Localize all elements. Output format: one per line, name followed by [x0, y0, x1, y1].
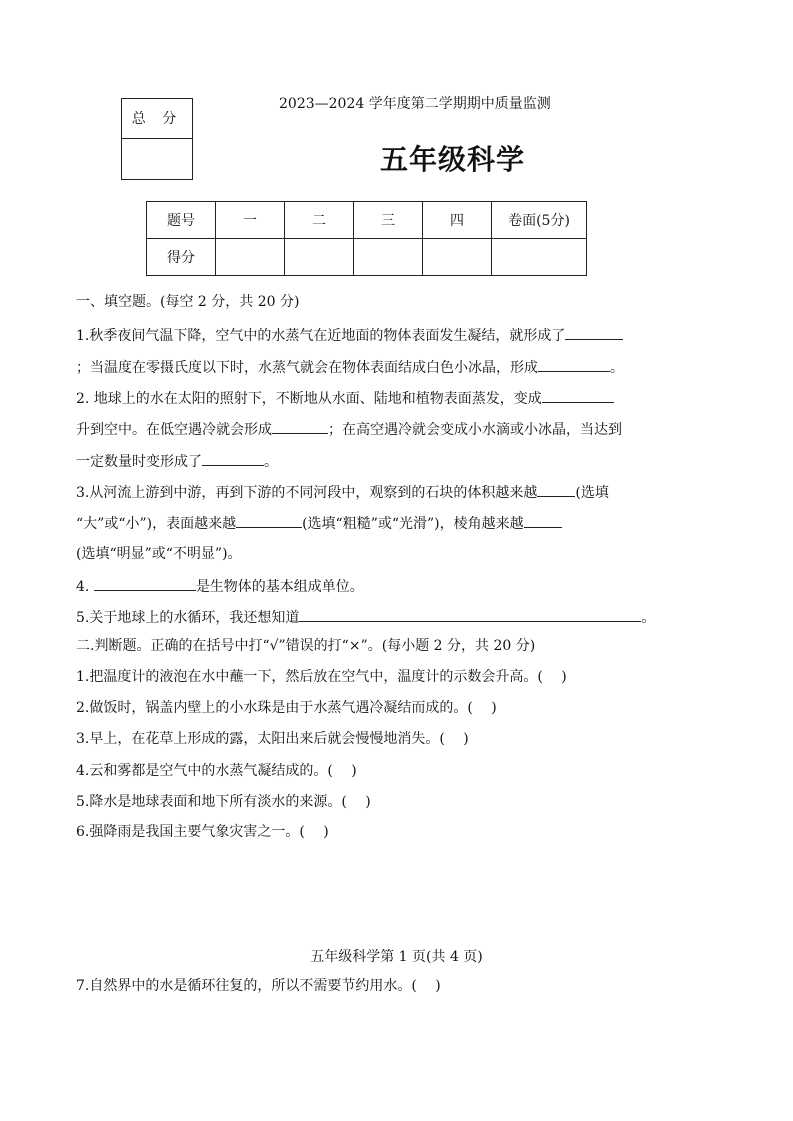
q3-blank-1[interactable] — [537, 482, 575, 497]
score-cell-col1: 一 — [216, 202, 285, 239]
q4-blank[interactable] — [94, 576, 196, 591]
q2-blank-1[interactable] — [542, 388, 614, 403]
q2-line3 — [76, 451, 278, 471]
q5-end: 。 — [641, 610, 656, 626]
judge-item-5[interactable]: 5.降水是地球表面和地下所有淡水的来源。( ) — [76, 794, 371, 810]
score-cell-col5: 卷面(5分) — [492, 202, 587, 239]
q5-blank[interactable] — [299, 607, 641, 622]
q3-text-a: 3.从河流上游到中游，再到下游的不同河段中，观察到的石块的体积越来越 — [76, 485, 538, 501]
judge-item-6[interactable]: 6.强降雨是我国主要气象灾害之一。( ) — [76, 824, 329, 840]
q1-text-b: ；当温度在零摄氏度以下时，水蒸气就会在物体表面结成白色小冰晶，形成 — [76, 360, 538, 376]
q1-end: 。 — [610, 360, 624, 376]
section1-heading: 一、填空题。(每空 2 分，共 20 分) — [76, 294, 300, 310]
judge-item-2[interactable]: 2.做饭时，锅盖内壁上的小水珠是由于水蒸气遇冷凝结而成的。( ) — [76, 700, 497, 716]
q2-blank-2[interactable] — [272, 419, 328, 434]
q5-line — [76, 607, 655, 627]
section2-heading: 二.判断题。正确的在括号中打“√”错误的打“×”。(每小题 2 分，共 20 分) — [76, 638, 536, 654]
score-input-5[interactable] — [492, 239, 587, 276]
q2-text-b2: ；在高空遇冷就会变成小水滴或小冰晶，当达到 — [328, 422, 622, 438]
score-input-1[interactable] — [216, 239, 285, 276]
score-cell-col2: 二 — [285, 202, 354, 239]
page-title: 五年级科学 — [380, 143, 526, 176]
judge-item-4[interactable]: 4.云和雾都是空气中的水蒸气凝结成的。( ) — [76, 763, 357, 779]
score-table-score-row — [147, 239, 587, 276]
total-score-box — [121, 98, 193, 180]
judge-item-3[interactable]: 3.早上，在花草上形成的露，太阳出来后就会慢慢地消失。( ) — [76, 731, 469, 747]
score-cell-col3: 三 — [354, 202, 423, 239]
q1-text-a: 1.秋季夜间气温下降，空气中的水蒸气在近地面的物体表面发生凝结，就形成了 — [76, 328, 566, 344]
q3-blank-3[interactable] — [524, 513, 562, 528]
score-cell-label: 题号 — [147, 202, 216, 239]
q4-line — [76, 576, 364, 596]
q1-line2 — [76, 357, 624, 377]
exam-subtitle: 2023—2024 学年度第二学期期中质量监测 — [279, 96, 551, 112]
q3-line2 — [76, 513, 562, 533]
judge-item-7[interactable]: 7.自然界中的水是循环往复的，所以不需要节约用水。( ) — [76, 978, 441, 994]
total-score-field[interactable] — [122, 139, 192, 179]
q1-blank-1[interactable] — [565, 325, 623, 340]
score-table-header-row — [147, 202, 587, 239]
q3-text-b2: (选填“粗糙”或“光滑”)，棱角越来越 — [302, 516, 524, 532]
score-input-3[interactable] — [354, 239, 423, 276]
q3-text-a2: (选填 — [575, 485, 609, 501]
score-table — [146, 201, 587, 276]
q5-text: 5.关于地球上的水循环，我还想知道 — [76, 610, 300, 626]
page-footer: 五年级科学第 1 页(共 4 页) — [310, 949, 483, 965]
score-input-4[interactable] — [423, 239, 492, 276]
score-cell-col4: 四 — [423, 202, 492, 239]
total-score-label: 总 分 — [122, 99, 192, 139]
q2-text-a: 2. 地球上的水在太阳的照射下，不断地从水面、陆地和植物表面蒸发，变成 — [76, 391, 542, 407]
q1-blank-2[interactable] — [538, 357, 610, 372]
q2-line2 — [76, 419, 622, 439]
score-row-label: 得分 — [147, 239, 216, 276]
q2-text-b: 升到空中。在低空遇冷就会形成 — [76, 422, 272, 438]
judge-item-1[interactable]: 1.把温度计的液泡在水中蘸一下，然后放在空气中，温度计的示数会升高。( ) — [76, 669, 567, 685]
q3-blank-2[interactable] — [236, 513, 302, 528]
q3-text-b: “大”或“小”)，表面越来越 — [76, 516, 237, 532]
q2-end: 。 — [264, 454, 278, 470]
q3-line1 — [76, 482, 609, 502]
q2-blank-3[interactable] — [202, 451, 264, 466]
q3-line3: (选填“明显”或“不明显”)。 — [76, 546, 242, 562]
q2-line1 — [76, 388, 614, 408]
q4-number: 4. — [76, 579, 94, 595]
q2-text-c: 一定数量时变形成了 — [76, 454, 202, 470]
q4-text: 是生物体的基本组成单位。 — [195, 579, 364, 595]
q1-line1 — [76, 325, 623, 345]
score-input-2[interactable] — [285, 239, 354, 276]
